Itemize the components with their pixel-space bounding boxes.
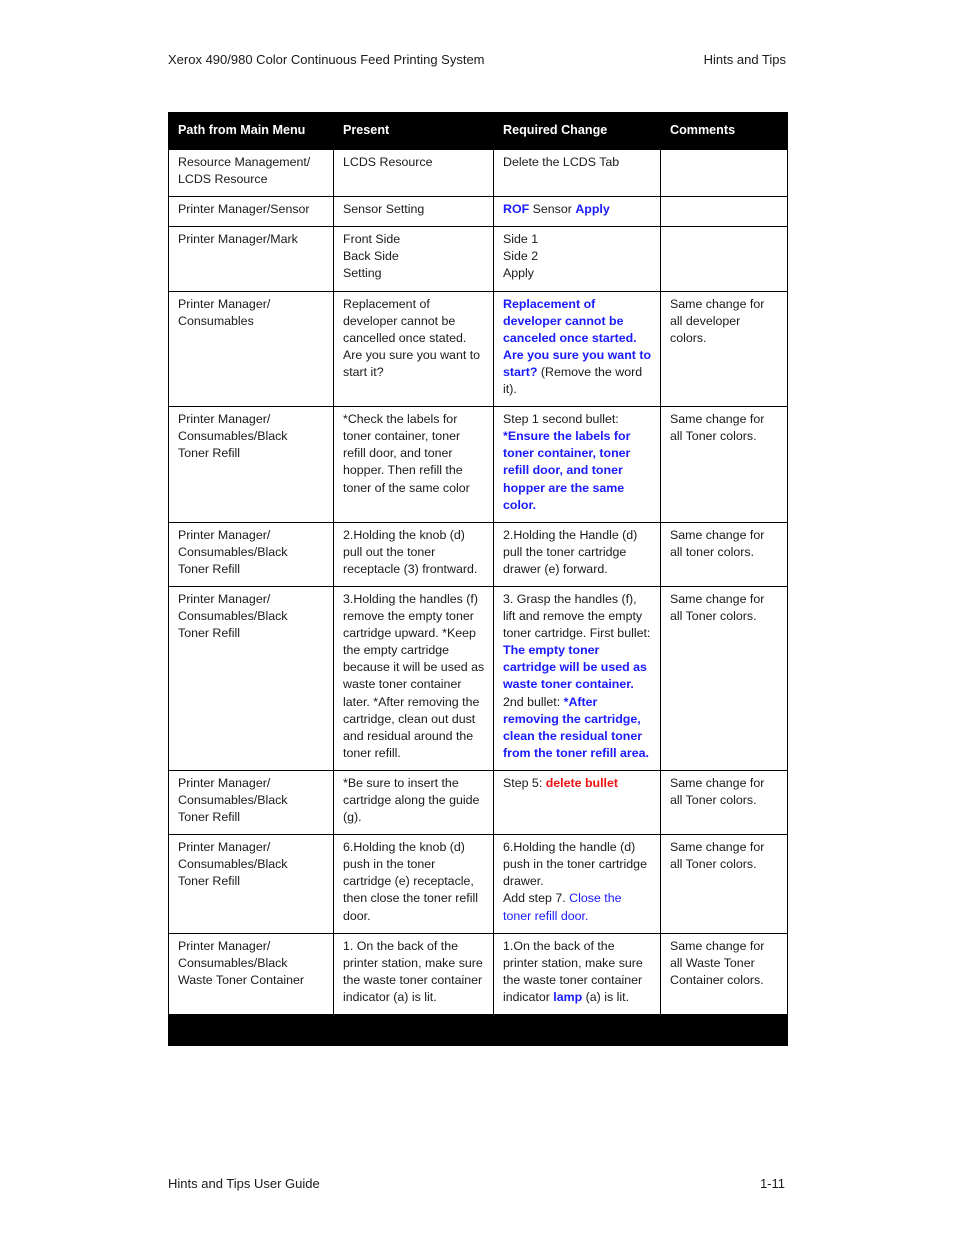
comments-cell-line: Same change for all Waste Toner Container colors. [670, 938, 765, 987]
change-text: 1.On the back of the printer station, make sure the waste toner container indicator [503, 938, 643, 1004]
comments-cell-line: Same change for all Toner colors. [670, 412, 765, 444]
required-change-cell [494, 522, 661, 586]
required-change-cell [494, 227, 661, 291]
present-cell-line: Replacement of developer cannot be cancelled once stated. Are you sure you want to start it? [343, 296, 481, 379]
path-cell [169, 586, 334, 770]
present-cell-line: LCDS Resource [343, 155, 433, 169]
required-change-cell [494, 770, 661, 834]
path-cell-line: LCDS Resource [178, 172, 268, 187]
path-cell [169, 227, 334, 291]
path-cell-line: Toner Refill [178, 874, 240, 889]
required-change-cell [494, 407, 661, 523]
path-cell-line: Printer Manager/ [178, 775, 271, 790]
table-row [169, 770, 788, 834]
path-cell [169, 197, 334, 227]
table-header-row [169, 113, 788, 150]
changes-table [168, 112, 788, 1046]
column-header-present: Present [334, 113, 494, 150]
path-cell [169, 835, 334, 933]
required-change-cell [494, 933, 661, 1014]
change-text: 2.Holding the Handle (d) pull the toner cartridge drawer (e) forward. [503, 527, 638, 576]
added-text: ROF [503, 202, 530, 217]
running-footer-guide: Hints and Tips User Guide [168, 1176, 320, 1191]
comments-cell [661, 291, 788, 407]
required-change-cell [494, 835, 661, 933]
comments-cell [661, 586, 788, 770]
present-cell-line: Back Side [343, 249, 399, 264]
change-text: Delete the LCDS Tab [503, 155, 620, 169]
path-cell-line: Resource Management/ [178, 155, 311, 169]
path-cell-line: Printer Manager/ [178, 296, 271, 311]
column-header-comments: Comments [661, 113, 788, 150]
path-cell-line: Printer Manager/ [178, 591, 271, 606]
change-text: 6.Holding the handle (d) push in the toner cartridge drawer. [503, 840, 647, 889]
column-header-path: Path from Main Menu [169, 113, 334, 150]
table-row [169, 291, 788, 407]
change-text: Add step 7. [503, 891, 570, 906]
change-text: (a) is lit. [582, 989, 630, 1004]
present-cell [334, 407, 494, 523]
path-cell-line: Waste Toner Container [178, 972, 305, 987]
change-text: Side 1 [503, 232, 539, 247]
path-cell-line: Printer Manager/ [178, 840, 271, 855]
table-row [169, 150, 788, 197]
path-cell-line: Printer Manager/ [178, 412, 271, 427]
path-cell-line: Printer Manager/Mark [178, 232, 298, 247]
table-row [169, 933, 788, 1014]
path-cell-line: Consumables/Black [178, 609, 288, 624]
added-text: Replacement of developer cannot be canceled once started. Are you sure you want to start? [503, 296, 652, 379]
path-cell-line: Consumables/Black [178, 429, 288, 444]
path-cell [169, 291, 334, 407]
table-footer-cell [169, 1015, 788, 1046]
present-cell [334, 770, 494, 834]
page-number: 1-11 [759, 1176, 785, 1191]
path-cell-line: Consumables/Black [178, 544, 288, 559]
comments-cell [661, 150, 788, 197]
change-text: (Remove the word it). [503, 364, 643, 397]
comments-cell [661, 522, 788, 586]
comments-cell-line: Same change for all Toner colors. [670, 591, 765, 624]
path-cell-line: Toner Refill [178, 626, 240, 641]
path-cell [169, 522, 334, 586]
path-cell-line: Toner Refill [178, 810, 240, 825]
present-cell [334, 586, 494, 770]
present-cell-line: *Check the labels for toner container, toner refill door, and toner hopper. Then refill the toner of the same color [343, 412, 470, 495]
added-text: *Ensure the labels for toner container, toner refill door, and toner hopper are the same color. [503, 429, 631, 512]
path-cell-line: Consumables/Black [178, 793, 288, 807]
table-row [169, 586, 788, 770]
required-change-cell [494, 586, 661, 770]
change-text: Step 1 second bullet: [503, 412, 619, 427]
table-row [169, 227, 788, 291]
added-text: The empty toner cartridge will be used as waste toner container. [503, 643, 647, 692]
path-cell-line: Toner Refill [178, 446, 240, 461]
present-cell [334, 522, 494, 586]
change-text: Sensor [529, 202, 576, 217]
present-cell-line: Sensor Setting [343, 202, 425, 217]
path-cell-line: Consumables/Black [178, 955, 288, 970]
path-cell-line: Printer Manager/ [178, 527, 271, 542]
path-cell-line: Printer Manager/Sensor [178, 202, 310, 217]
present-cell-line: 1. On the back of the printer station, make sure the waste toner container indicator (a) is lit. [343, 938, 483, 1004]
running-header-section: Hints and Tips [703, 52, 786, 67]
table-row [169, 407, 788, 523]
required-change-cell [494, 197, 661, 227]
table-row [169, 197, 788, 227]
deleted-text: delete bullet [545, 775, 619, 790]
path-cell-line: Consumables/Black [178, 857, 288, 872]
present-cell [334, 197, 494, 227]
path-cell-line: Toner Refill [178, 561, 240, 576]
required-change-cell [494, 150, 661, 197]
change-text: Apply [503, 266, 534, 281]
table-row [169, 835, 788, 933]
present-cell [334, 227, 494, 291]
comments-cell [661, 770, 788, 834]
present-cell-line: 2.Holding the knob (d) pull out the toner receptacle (3) frontward. [343, 527, 478, 576]
path-cell [169, 770, 334, 834]
comments-cell [661, 197, 788, 227]
present-cell [334, 933, 494, 1014]
comments-cell-line: Same change for all Toner colors. [670, 840, 765, 872]
change-text: 2nd bullet: [503, 694, 564, 709]
comments-cell [661, 407, 788, 523]
present-cell [334, 291, 494, 407]
comments-cell [661, 835, 788, 933]
present-cell [334, 150, 494, 197]
path-cell [169, 407, 334, 523]
table-footer-bar [169, 1015, 788, 1046]
added-text: *After removing the cartridge, clean the residual toner from the toner refill area. [503, 694, 649, 760]
running-header-title: Xerox 490/980 Color Continuous Feed Printing System [168, 52, 485, 67]
path-cell [169, 150, 334, 197]
change-text: Step 5: [503, 775, 546, 790]
comments-cell-line: Same change for all Toner colors. [670, 775, 765, 807]
table-row [169, 522, 788, 586]
change-text: 3. Grasp the handles (f), lift and remove the empty toner cartridge. First bullet: [503, 591, 651, 641]
present-cell-line: Setting [343, 266, 382, 281]
path-cell-line: Consumables [178, 313, 254, 328]
added-text: Close the toner refill door. [503, 891, 622, 923]
change-text: Side 2 [503, 249, 539, 264]
path-cell-line: Printer Manager/ [178, 938, 271, 953]
present-cell-line: 6.Holding the knob (d) push in the toner cartridge (e) receptacle, then close the toner refill door. [343, 840, 478, 923]
present-cell-line: *Be sure to insert the cartridge along the guide (g). [343, 775, 480, 825]
present-cell-line: 3.Holding the handles (f) remove the empty toner cartridge upward. *Keep the empty cartridge because it will be used as waste toner container later. *After removing the cartridge, clean out dust and residual around the toner refill. [343, 591, 485, 760]
column-header-required-change: Required Change [494, 113, 661, 150]
required-change-cell [494, 291, 661, 407]
comments-cell [661, 933, 788, 1014]
comments-cell-line: Same change for all developer colors. [670, 296, 765, 345]
path-cell [169, 933, 334, 1014]
added-text: Apply [575, 202, 610, 217]
comments-cell [661, 227, 788, 291]
present-cell [334, 835, 494, 933]
added-text: lamp [553, 989, 583, 1004]
comments-cell-line: Same change for all toner colors. [670, 527, 765, 559]
present-cell-line: Front Side [343, 232, 401, 247]
